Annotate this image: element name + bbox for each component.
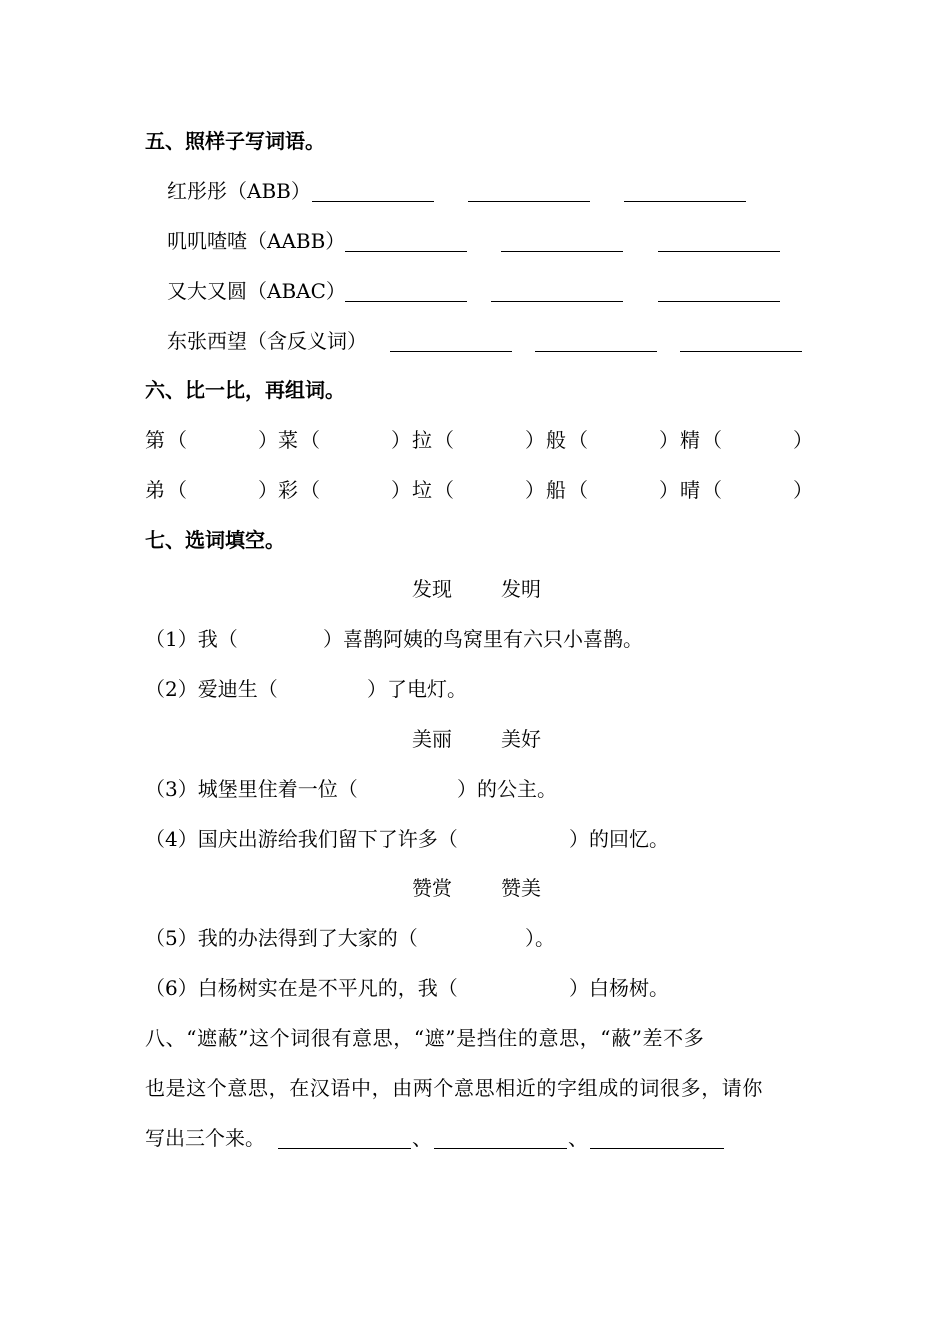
aabb-blank-2[interactable]: [501, 233, 623, 252]
section-6-heading: 六、比一比，再组词。: [145, 378, 345, 402]
paren-open: （: [434, 428, 454, 452]
paren-open: （: [300, 428, 320, 452]
paren-close: ）: [525, 478, 545, 502]
abac-row: [167, 278, 346, 304]
abb-label: 红彤彤（ABB）: [167, 179, 311, 203]
compare-char: 般: [546, 428, 566, 452]
compare-char: 拉: [412, 428, 432, 452]
fill-item-post: ）了电灯。: [367, 677, 467, 701]
abb-row: [167, 178, 311, 204]
section-8-line-1: 八、“遮蔽”这个词很有意思，“遮”是挡住的意思，“蔽”差不多: [145, 1026, 705, 1050]
fill-item-pre: （2）爱迪生（: [145, 677, 278, 701]
abb-blank-1[interactable]: [312, 183, 434, 202]
antonym-blank-2[interactable]: [535, 333, 657, 352]
paren-close: ）: [258, 428, 278, 452]
aabb-blank-1[interactable]: [345, 233, 467, 252]
word-option: 发明: [501, 577, 541, 601]
fill-item-pre: （3）城堡里住着一位（: [145, 777, 358, 801]
antonym-blank-1[interactable]: [390, 333, 512, 352]
paren-close: ）: [258, 478, 278, 502]
abac-label: 又大又圆（ABAC）: [167, 279, 346, 303]
fill-item-pre: （1）我（: [145, 627, 238, 651]
synonym-blank-1[interactable]: [278, 1130, 411, 1149]
word-option: 赞赏: [412, 876, 452, 900]
fill-item-post: ）的公主。: [457, 777, 557, 801]
compare-char: 彩: [278, 478, 298, 502]
synonym-blank-2[interactable]: [434, 1130, 567, 1149]
fill-item-pre: （5）我的办法得到了大家的（: [145, 926, 418, 950]
aabb-blank-3[interactable]: [658, 233, 780, 252]
aabb-label: 叽叽喳喳（AABB）: [167, 229, 346, 253]
section-7-heading: 七、选词填空。: [145, 528, 285, 552]
antonym-label: 东张西望（含反义词）: [167, 329, 367, 353]
compare-char: 垃: [412, 478, 432, 502]
fill-item-pre: （4）国庆出游给我们留下了许多（: [145, 827, 458, 851]
fill-item-post: ）的回忆。: [569, 827, 669, 851]
fill-item-post: ）白杨树。: [569, 976, 669, 1000]
fill-item-post: ）喜鹊阿姨的鸟窝里有六只小喜鹊。: [323, 627, 643, 651]
abac-blank-1[interactable]: [345, 283, 467, 302]
compare-char: 菜: [278, 428, 298, 452]
compare-char: 弟: [145, 478, 165, 502]
paren-close: ）: [391, 428, 411, 452]
abb-blank-2[interactable]: [468, 183, 590, 202]
section-8-line-3: 写出三个来。: [145, 1126, 265, 1150]
word-option: 发现: [412, 577, 452, 601]
paren-open: （: [702, 478, 722, 502]
paren-open: （: [167, 478, 187, 502]
antonym-row: [167, 328, 367, 354]
synonym-blank-3[interactable]: [590, 1130, 724, 1149]
paren-open: （: [167, 428, 187, 452]
aabb-row: [167, 228, 345, 254]
paren-open: （: [702, 428, 722, 452]
section-8-line-2: 也是这个意思，在汉语中，由两个意思相近的字组成的词很多，请你: [145, 1076, 763, 1100]
fill-item-post: ）。: [525, 926, 555, 950]
abac-blank-3[interactable]: [658, 283, 780, 302]
paren-open: （: [434, 478, 454, 502]
word-option: 美好: [501, 727, 541, 751]
abb-blank-3[interactable]: [624, 183, 746, 202]
paren-close: ）: [659, 428, 679, 452]
antonym-blank-3[interactable]: [680, 333, 802, 352]
compare-char: 第: [145, 428, 165, 452]
paren-close: ）: [793, 478, 813, 502]
paren-open: （: [568, 428, 588, 452]
word-option: 美丽: [412, 727, 452, 751]
section-5-heading: 五、照样子写词语。: [145, 129, 325, 153]
word-option: 赞美: [501, 876, 541, 900]
paren-open: （: [568, 478, 588, 502]
abac-blank-2[interactable]: [491, 283, 623, 302]
paren-close: ）: [793, 428, 813, 452]
compare-char: 精: [680, 428, 700, 452]
compare-char: 船: [546, 478, 566, 502]
paren-close: ）: [391, 478, 411, 502]
separator: 、: [412, 1126, 432, 1150]
paren-close: ）: [525, 428, 545, 452]
paren-close: ）: [659, 478, 679, 502]
compare-char: 晴: [680, 478, 700, 502]
fill-item-pre: （6）白杨树实在是不平凡的，我（: [145, 976, 458, 1000]
separator: 、: [568, 1126, 588, 1150]
paren-open: （: [300, 478, 320, 502]
